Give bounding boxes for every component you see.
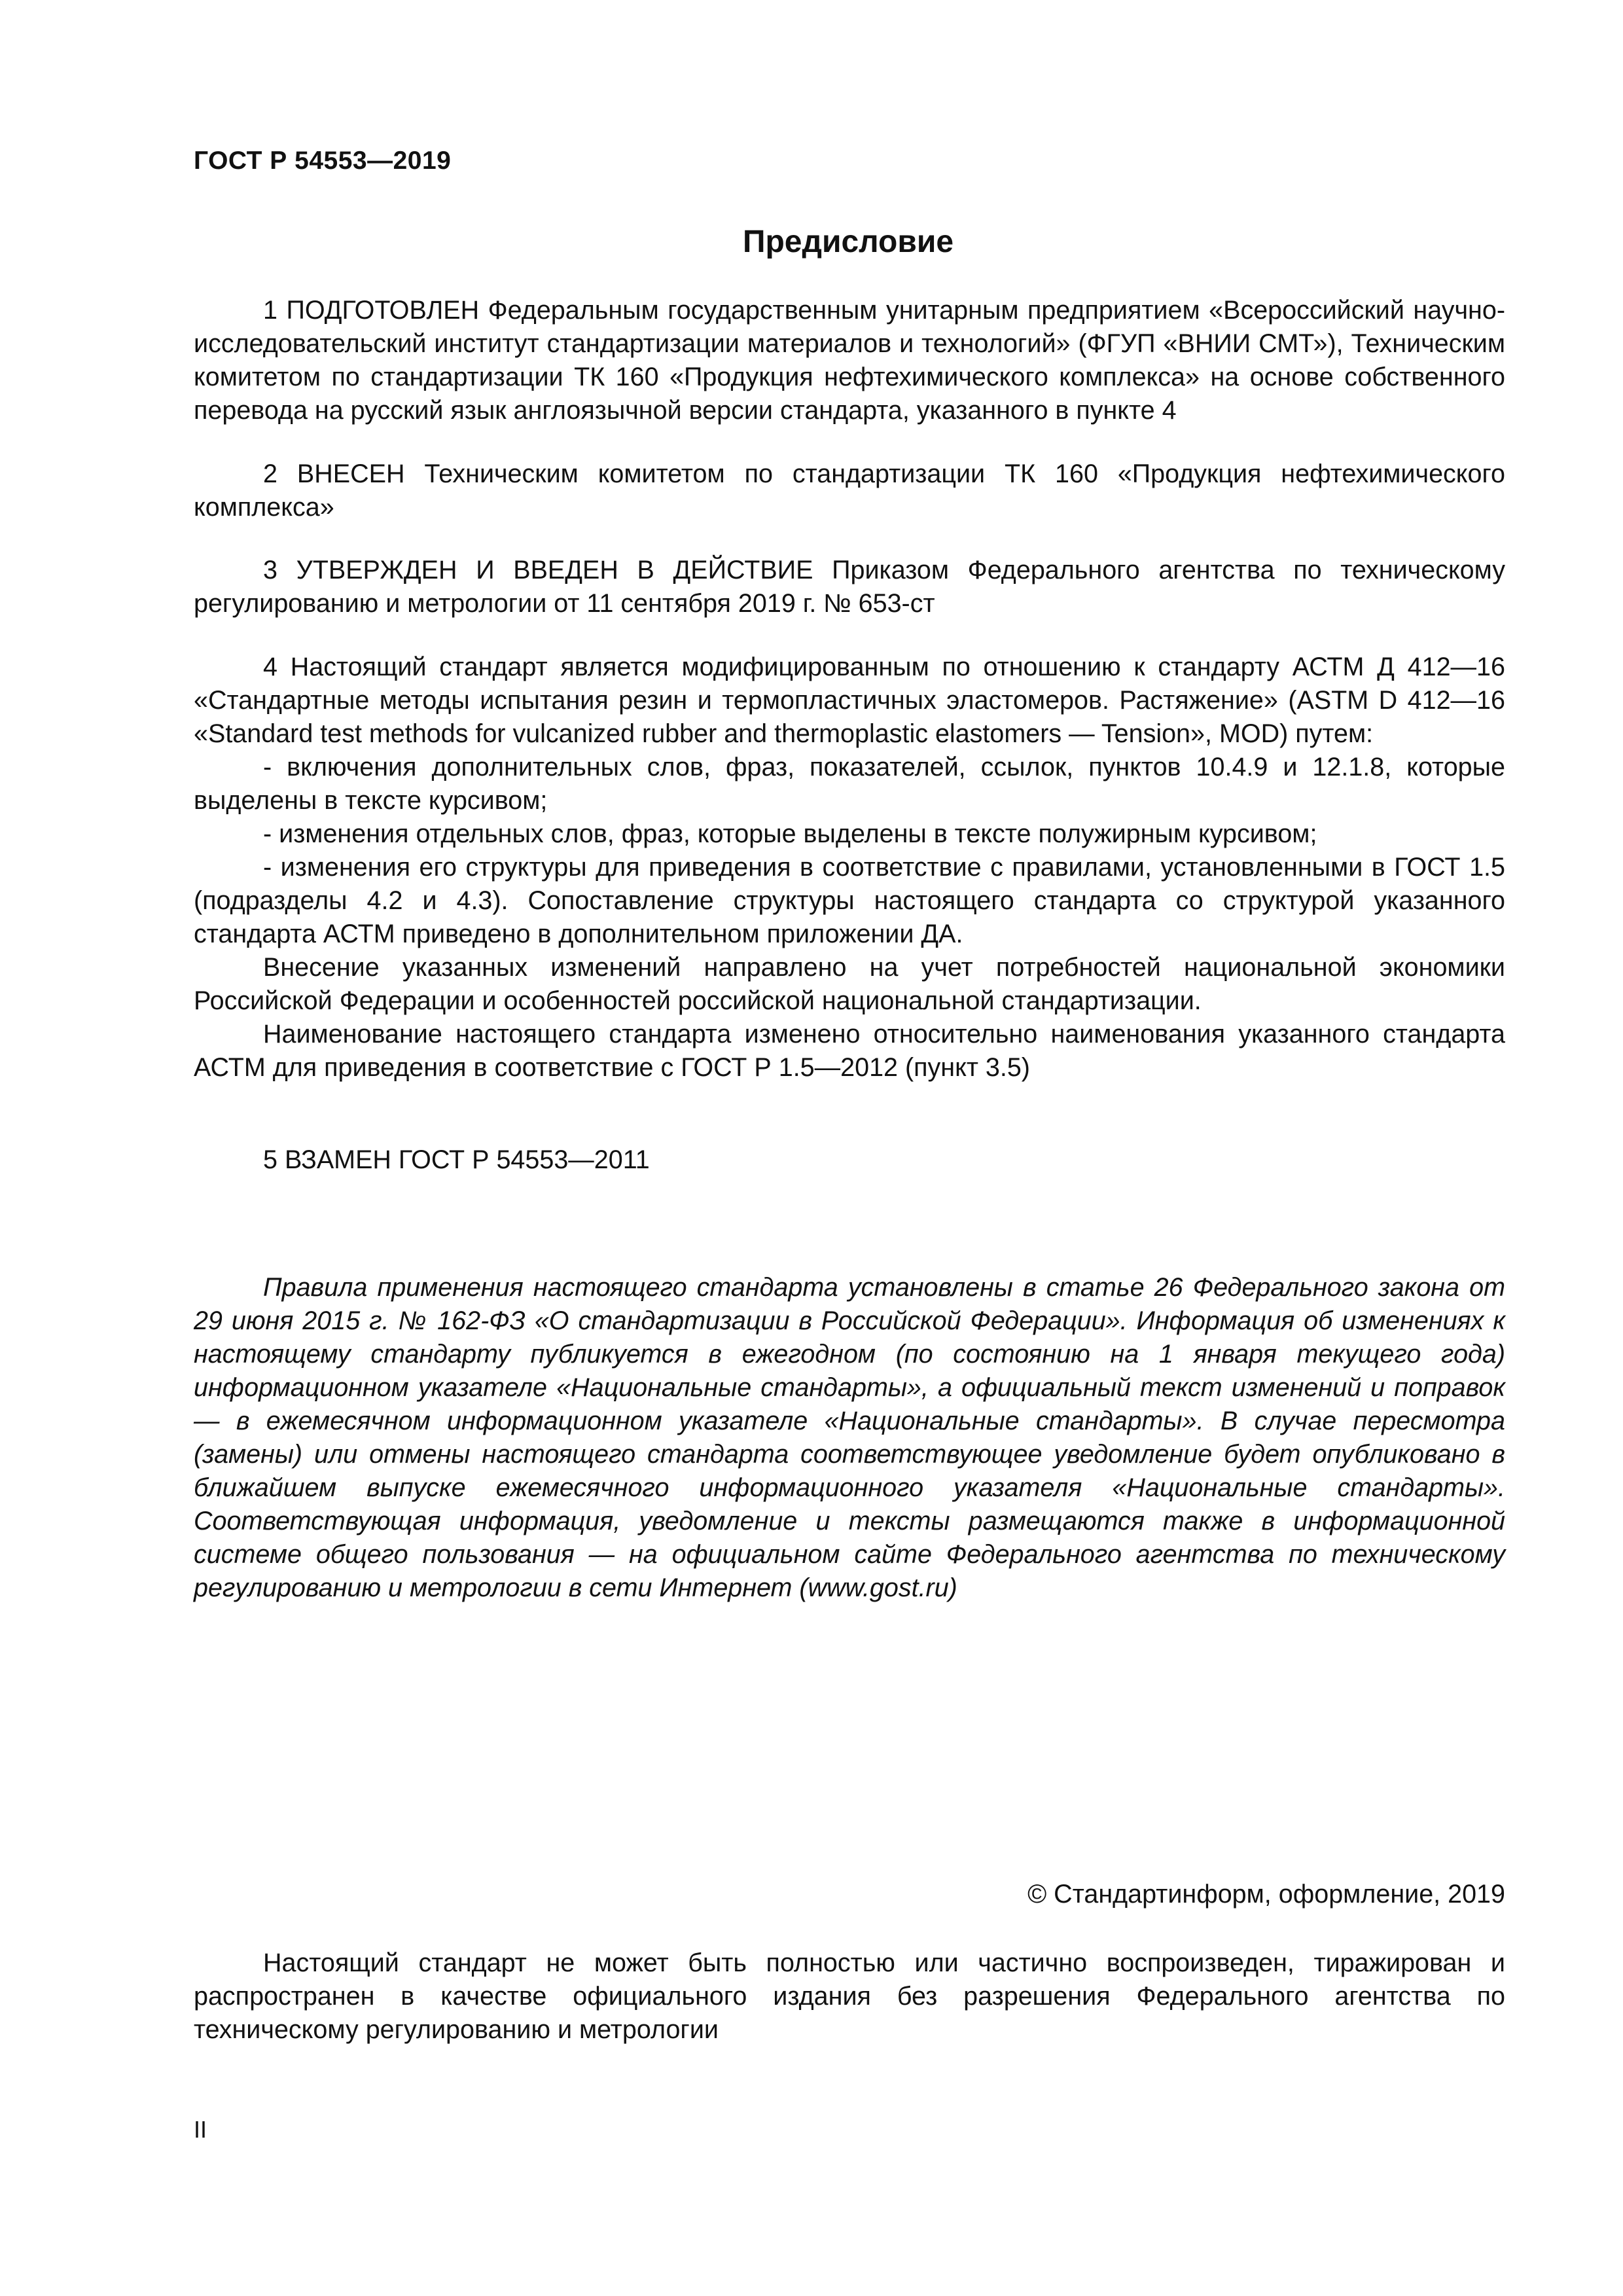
foreword-item-4 xyxy=(194,651,1505,1085)
item-4-para-a: Внесение указанных изменений направлено на учет потребностей национальной экономики Российской Федерации и особенностей российской национальной стандартизации. xyxy=(194,953,1505,1015)
application-rules-block xyxy=(194,1271,1505,1605)
item-4-dash-3: - изменения его структуры для приведения в соответствие с правилами, установленными в ГОСТ 1.5 (подразделы 4.2 и 4.3). Сопоставление структуры настоящего стандарта со структурой указанного стандарта АСТМ приведено в дополнительном приложении ДА. xyxy=(194,853,1505,948)
item-3-text: 3 УТВЕРЖДЕН И ВВЕДЕН В ДЕЙСТВИЕ Приказом Федерального агентства по техническому регулированию и метрологии от 11 сентября 2019 г. № 653-ст xyxy=(194,556,1505,618)
item-5-text: 5 ВЗАМЕН ГОСТ Р 54553—2011 xyxy=(263,1145,650,1174)
item-4-para-b: Наименование настоящего стандарта изменено относительно наименования указанного стандарта АСТМ для приведения в соответствие с ГОСТ Р 1.5—2012 (пункт 3.5) xyxy=(194,1020,1505,1082)
reproduction-notice-text: Настоящий стандарт не может быть полностью или частично воспроизведен, тиражирован и распространен в качестве официального издания без разрешения Федерального агентства по техническому регулированию и метрологии xyxy=(194,1948,1505,2044)
application-rules-text: Правила применения настоящего стандарта установлены в статье 26 Федерального закона от 29 июня 2015 г. № 162-ФЗ «О стандартизации в Российской Федерации». Информация об изменениях к настоящему стандарту публикуется в ежегодном (по состоянию на 1 января текущего года) информационном указателе «Национальные стандарты», а официальный текст изменений и поправок — в ежемесячном информационном указателе «Национальные стандарты». В случае пересмотра (замены) или отмены настоящего стандарта соответствующее уведомление будет опубликовано в ближайшем выпуске ежемесячного информационного указателя «Национальные стандарты». Соответствующая информация, уведомление и тексты размещаются также в информационной системе общего пользования — на официальном сайте Федерального агентства по техническому регулированию и метрологии в сети Интернет (www.gost.ru) xyxy=(194,1273,1505,1602)
foreword-item-5 xyxy=(194,1143,1505,1177)
foreword-item-1 xyxy=(194,294,1505,427)
item-4-dash-2: - изменения отдельных слов, фраз, которые выделены в тексте полужирным курсивом; xyxy=(263,819,1317,848)
item-1-text: 1 ПОДГОТОВЛЕН Федеральным государственным унитарным предприятием «Всероссийский научно-исследовательский институт стандартизации материалов и технологий» (ФГУП «ВНИИ СМТ»), Техническим комитетом по стандартизации ТК 160 «Продукция нефтехимического комплекса» на основе собственного перевода на русский язык англоязычной версии стандарта, указанного в пункте 4 xyxy=(194,296,1505,425)
document-code-header: ГОСТ Р 54553—2019 xyxy=(194,147,452,175)
foreword-item-2 xyxy=(194,457,1505,524)
item-2-text: 2 ВНЕСЕН Техническим комитетом по стандартизации ТК 160 «Продукция нефтехимического комплекса» xyxy=(194,459,1505,522)
page-title: Предисловие xyxy=(742,224,954,259)
page-number: II xyxy=(194,2116,207,2143)
item-4-dash-1: - включения дополнительных слов, фраз, показателей, ссылок, пунктов 10.4.9 и 12.1.8, которые выделены в тексте курсивом; xyxy=(194,753,1505,815)
copyright-line: © Стандартинформ, оформление, 2019 xyxy=(1027,1880,1505,1909)
foreword-item-3 xyxy=(194,554,1505,620)
item-4-intro: 4 Настоящий стандарт является модифицированным по отношению к стандарту АСТМ Д 412—16 «Стандартные методы испытания резин и термопластичных эластомеров. Растяжение» (ASTM D 412—16 «Standard test methods for vulcanized rubber and thermoplastic elastomers — Tension», MOD) путем: xyxy=(194,653,1505,748)
reproduction-notice xyxy=(194,1946,1505,2047)
